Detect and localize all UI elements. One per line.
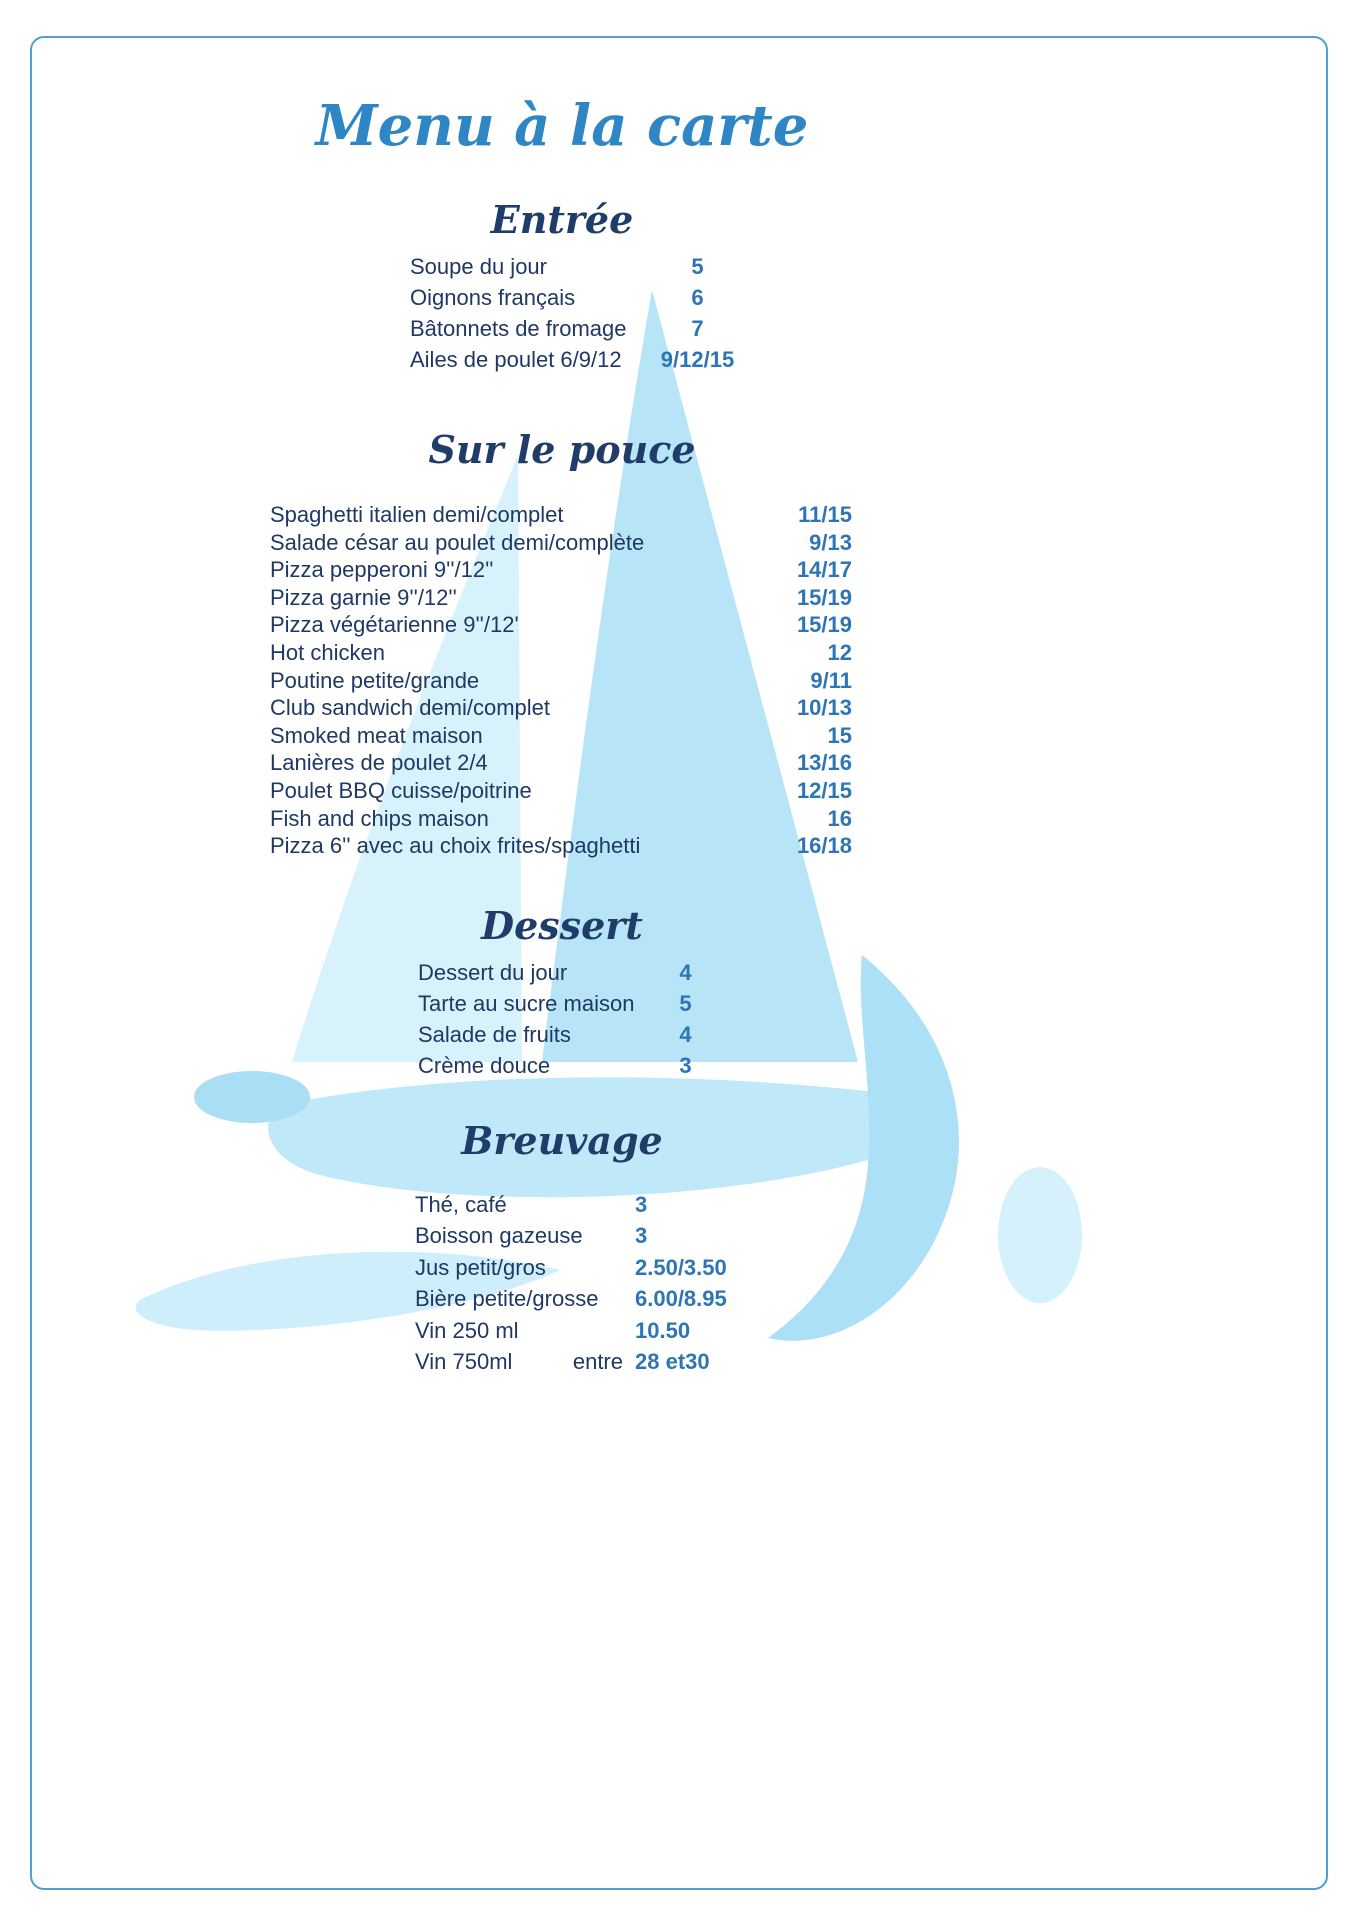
item-price: 14/17 (796, 557, 852, 583)
menu-item-row (270, 556, 852, 584)
menu-item-row (415, 1189, 845, 1221)
menu-item-row (415, 1315, 845, 1347)
item-price: 3 (635, 1223, 648, 1249)
menu-item-row (270, 722, 852, 750)
item-name: Vin 250 ml (415, 1317, 519, 1343)
item-price: 16/18 (796, 833, 852, 859)
price-prefix-label: entre (572, 1349, 623, 1375)
item-price: 15/19 (796, 612, 852, 638)
page-title: Menu à la carte (315, 93, 809, 159)
item-name: Thé, café (415, 1191, 507, 1217)
item-name: Pizza pepperoni 9''/12'' (270, 557, 494, 583)
item-name: Smoked meat maison (270, 722, 483, 748)
menu-item-row (270, 639, 852, 667)
item-name: Spaghetti italien demi/complet (270, 501, 564, 527)
item-name: Pizza garnie 9''/12'' (270, 584, 457, 610)
item-price: 15 (827, 722, 852, 748)
item-price: 9/13 (809, 529, 852, 555)
item-price: 15/19 (796, 584, 852, 610)
item-name: Salade de fruits (418, 1021, 571, 1047)
item-price: 12 (827, 639, 852, 665)
item-price: 10/13 (796, 695, 852, 721)
menu-item-row (418, 1050, 1092, 1081)
section-heading: Dessert (481, 902, 643, 948)
item-name: Jus petit/gros (415, 1254, 546, 1280)
menu-item-row (270, 832, 852, 860)
item-price: 6.00/8.95 (635, 1286, 727, 1312)
section-heading: Breuvage (461, 1118, 663, 1164)
item-name: Soupe du jour (410, 254, 547, 280)
item-name: Club sandwich demi/complet (270, 695, 551, 721)
item-name: Tarte au sucre maison (418, 990, 635, 1016)
menu-item-row (410, 345, 1092, 376)
section-items (418, 957, 1092, 1081)
item-price: 12/15 (796, 777, 852, 803)
item-name: Poutine petite/grande (270, 667, 480, 693)
menu-item-row (270, 612, 852, 640)
item-price: 28 et30 (635, 1349, 710, 1375)
menu-item-row (270, 805, 852, 833)
item-price: 11/15 (798, 501, 852, 527)
menu-item-row (415, 1283, 845, 1315)
item-name: Crème douce (418, 1052, 551, 1078)
section-items (410, 252, 1092, 376)
item-price: 10.50 (635, 1317, 691, 1343)
section-heading: Sur le pouce (428, 426, 696, 472)
section-items (415, 1189, 845, 1378)
menu-item-row (415, 1220, 845, 1252)
section-dessert (32, 902, 1092, 1082)
item-price: 2.50/3.50 (635, 1254, 727, 1280)
item-price: 16 (827, 805, 852, 831)
item-name: Fish and chips maison (270, 805, 489, 831)
menu-item-row (415, 1346, 845, 1378)
item-name: Oignons français (410, 285, 576, 311)
item-name: Boisson gazeuse (415, 1223, 583, 1249)
menu-page (32, 38, 1092, 1378)
section-items (270, 501, 852, 860)
menu-item-row (418, 1019, 1092, 1050)
item-price: 5 (679, 990, 692, 1016)
item-name: Vin 750ml (415, 1349, 513, 1375)
menu-item-row (410, 252, 1092, 283)
item-name-group (415, 1349, 635, 1375)
section-entree (32, 196, 1092, 376)
menu-item-row (270, 750, 852, 778)
section-sur-le-pouce (32, 426, 1092, 860)
item-price: 3 (679, 1052, 692, 1078)
item-price: 4 (679, 959, 692, 985)
item-price: 4 (679, 1021, 692, 1047)
menu-item-row (270, 501, 852, 529)
menu-item-row (415, 1252, 845, 1284)
item-name: Bâtonnets de fromage (410, 316, 627, 342)
item-name: Bière petite/grosse (415, 1286, 599, 1312)
item-price: 7 (691, 316, 704, 342)
menu-item-row (270, 529, 852, 557)
menu-item-row (270, 667, 852, 695)
item-name: Pizza 6'' avec au choix frites/spaghetti (270, 833, 641, 859)
menu-item-row (418, 988, 1092, 1019)
section-heading: Entrée (490, 197, 634, 243)
item-price: 9/11 (810, 667, 852, 693)
item-price: 6 (691, 285, 704, 311)
item-name: Pizza végétarienne 9''/12' (270, 612, 519, 638)
item-name: Salade césar au poulet demi/complète (270, 529, 645, 555)
item-price: 3 (635, 1191, 648, 1217)
item-name: Dessert du jour (418, 959, 568, 985)
menu-item-row (410, 283, 1092, 314)
item-price: 13/16 (796, 750, 852, 776)
item-name: Ailes de poulet 6/9/12 (410, 347, 622, 373)
item-name: Hot chicken (270, 639, 385, 665)
item-price: 5 (691, 254, 704, 280)
menu-item-row (270, 584, 852, 612)
menu-item-row (270, 777, 852, 805)
menu-item-row (418, 957, 1092, 988)
menu-item-row (410, 314, 1092, 345)
section-breuvage (32, 1117, 1092, 1378)
item-price: 9/12/15 (660, 347, 735, 373)
item-name: Lanières de poulet 2/4 (270, 750, 488, 776)
menu-item-row (270, 694, 852, 722)
item-name: Poulet BBQ cuisse/poitrine (270, 777, 532, 803)
